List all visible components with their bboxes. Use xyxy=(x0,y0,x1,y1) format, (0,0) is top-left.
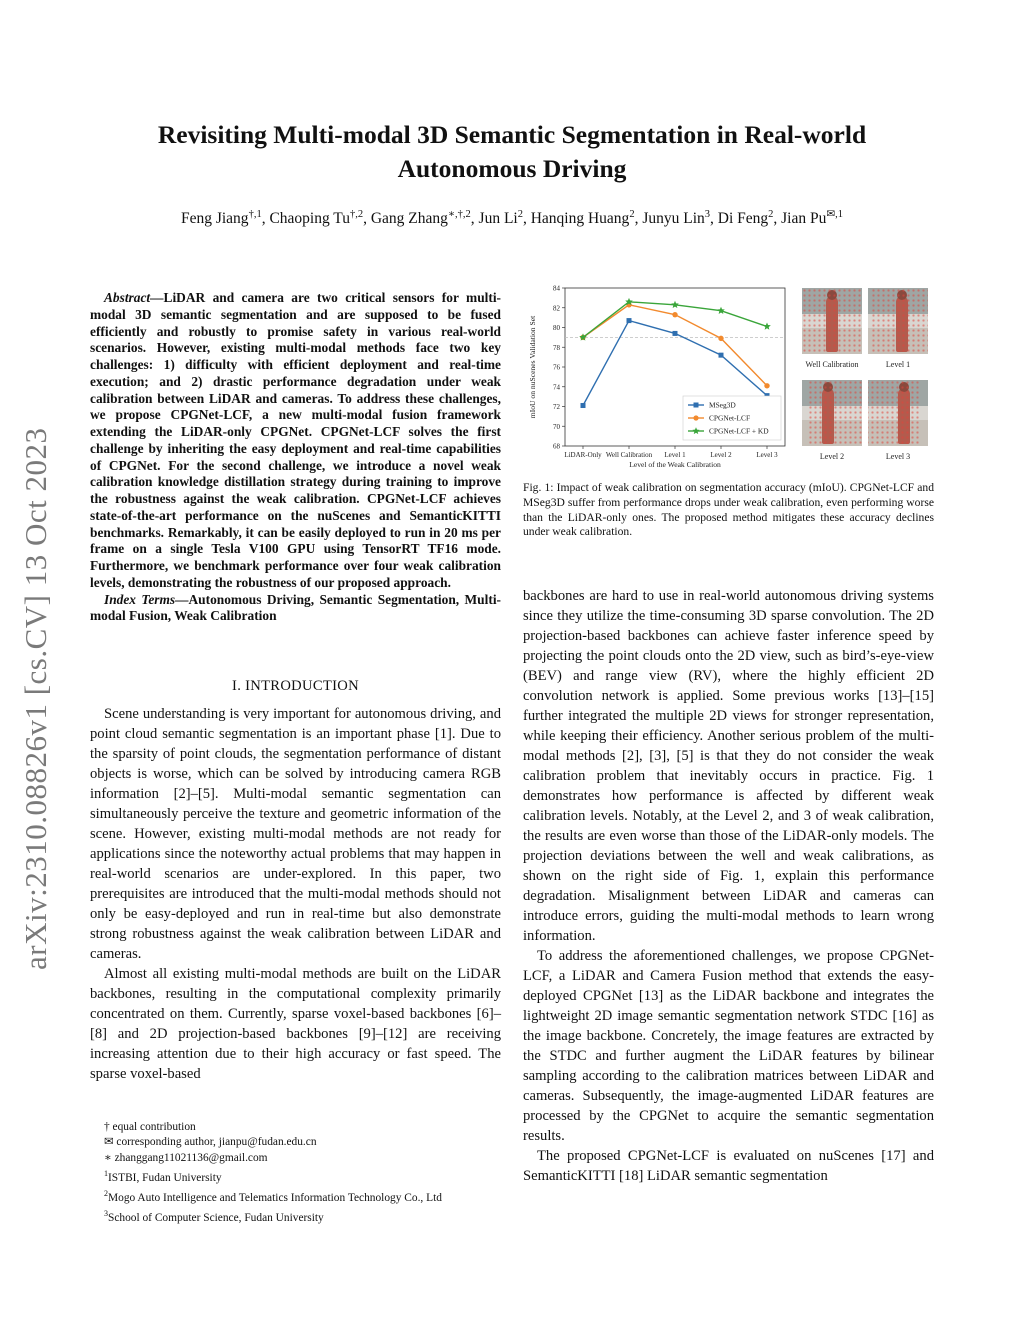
x-tick-label: Level 3 xyxy=(756,451,778,459)
index-terms-label: Index Terms— xyxy=(104,591,189,607)
x-tick-label: Well Calibration xyxy=(605,451,653,459)
data-point-square xyxy=(627,318,632,323)
abstract-label: Abstract— xyxy=(104,290,164,305)
author-affiliation-mark: ∗,†,2 xyxy=(447,209,471,220)
thumbnail-level-1 xyxy=(868,288,928,354)
data-point-square xyxy=(673,331,678,336)
footnote-item: $^2$Mogo Auto Intelligence and Telematics Information Technology Co., Ltd xyxy=(104,1188,442,1204)
author-name: Jun Li$^2$ xyxy=(478,209,523,228)
paper-title-line-2: Autonomous Driving xyxy=(397,154,627,183)
data-point-circle xyxy=(672,312,677,317)
right-paragraph-2: To address the aforementioned challenges, we propose CPGNet-LCF, a LiDAR and Camera Fusion method that extends the easy-deployed CPGNet [13] as the LiDAR backbone and integrates the lightweight 2D image semantic segmentation network STDC [16] as the image backbone. Concretely, the image features are extracted by the STDC and further augment the LiDAR features by bilinear sampling according to the calibration matrices between LiDAR and cameras. Subsequently, the image-augmented LiDAR features are processed by the CPGNet to acquire the semantic segmentation results. xyxy=(523,948,934,1144)
y-tick-label: 70 xyxy=(553,422,560,431)
author-name: Feng Jiang$^{\dagger,1}$ xyxy=(180,209,262,228)
author-affiliation-mark: ✉,1 xyxy=(826,209,844,220)
x-axis-label: Level of the Weak Calibration xyxy=(629,460,721,469)
thumbnail-label: Level 1 xyxy=(885,360,911,369)
right-column-body xyxy=(523,586,934,1186)
author-name: Chaoping $Tu^{\dagger,2}$ xyxy=(269,209,364,228)
legend-entry: CPGNet-LCF + KD xyxy=(709,426,769,436)
abstract-block xyxy=(90,290,501,625)
index-terms-text: Autonomous Driving, Semantic Segmentation, Multi-modal Fusion, Weak Calibration xyxy=(90,591,501,624)
data-point-square xyxy=(581,403,586,408)
x-tick-label: LiDAR-Only xyxy=(564,451,602,459)
figure-1-thumbnails xyxy=(800,288,934,468)
data-point-circle xyxy=(764,383,769,388)
paper-title xyxy=(90,118,934,186)
author-name: Jian $Pu^{✉,1}$ xyxy=(781,209,844,228)
x-tick-label: Level 2 xyxy=(710,451,732,459)
y-tick-label: 74 xyxy=(553,383,560,392)
x-tick-label: Level 1 xyxy=(664,451,686,459)
figure-1-caption: Fig. 1: Impact of weak calibration on segmentation accuracy (mIoU). CPGNet-LCF and MSeg3D suffer from performance drops under weak calibration, even performing worse than the LiDAR-only ones. The proposed method mitigates these accuracy declines under weak calibration. xyxy=(523,481,934,539)
author-name: Di Feng$^2$ xyxy=(717,209,774,228)
author-affiliation-mark: 2 xyxy=(768,209,774,220)
thumbnail-label: Level 2 xyxy=(819,452,845,461)
footnote-item: $^1$ISTBI, Fudan University xyxy=(104,1168,222,1184)
legend-entry: MSeg3D xyxy=(709,400,736,410)
thumbnail-well-calibration xyxy=(802,288,862,354)
legend-marker-circle xyxy=(693,415,698,420)
thumbnail-label: Well Calibration xyxy=(805,360,859,369)
left-column-body xyxy=(90,704,501,1084)
footnotes xyxy=(90,1120,501,1226)
data-point-square xyxy=(719,353,724,358)
abstract-text: LiDAR and camera are two critical sensors for multi-modal 3D semantic segmentation and are supposed to be fused efficiently and robustly to promise safety in various real-world scenarios. However, existing multi-modal methods face two key challenges: 1) difficulty with efficient deployment and real-time execution; and 2) drastic performance degradation under weak calibration between LiDAR and cameras. To address these challenges, we propose CPGNet-LCF, a new multi-modal fusion framework extending the LiDAR-only CPGNet. CPGNet-LCF solves the first challenge by inheriting the easy deployment and real-time capabilities of CPGNet. For the second challenge, we introduce a novel weak calibration knowledge distillation strategy during training to improve the robustness against the weak calibration. CPGNet-LCF achieves state-of-the-art performance on the nuScenes and SemanticKITTI benchmarks. Remarkably, it can be easily deployed to run in 20 ms per frame on a single Tesla V100 GPU using TensorRT TF16 mode. Furthermore, we benchmark performance over four weak calibration levels, demonstrating the robustness of our proposed approach. xyxy=(90,290,501,590)
y-tick-label: 68 xyxy=(553,442,560,451)
y-tick-label: 84 xyxy=(553,284,560,293)
y-tick-label: 72 xyxy=(553,403,560,411)
footnote-item: † equal contribution xyxy=(104,1121,196,1133)
author-affiliation-mark: †,2 xyxy=(349,209,364,220)
author-affiliation-mark: 2 xyxy=(629,209,635,220)
footnote-item: $^3$School of Computer Science, Fudan University xyxy=(104,1209,324,1224)
right-paragraph-1: backbones are hard to use in real-world autonomous driving systems since they utilize the time-consuming 3D sparse convolution. The 2D projection-based backbones can achieve faster inference speed by projecting the point clouds onto the 2D view, such as bird’s-eye-view (BEV) and range view (RV), where the highly efficient 2D convolution network is applied. Some previous works [13]–[15] further integrated the multiple 2D views for stronger representation, while keeping their efficiency. Another serious problem of the multi-modal methods [2], [3], [5] is that they do not consider the weak calibration problem that inevitably occurs in practice. Fig. 1 demonstrates how performance is affected by different weak calibration levels. Notably, at the Level 2, and 3 of weak calibration, the results are even worse than those of the LiDAR-only models. The projection deviations between the well and weak calibrations, as shown on the right side of Fig. 1, explain this performance degradation. Misalignment between LiDAR and cameras can introduce errors, guiding the multi-modal methods to learn wrong information. xyxy=(523,588,934,944)
thumbnail-level-3 xyxy=(868,380,928,446)
author-affiliation-mark: 2 xyxy=(517,209,523,220)
thumbnail-level-2 xyxy=(802,380,862,446)
author-affiliation-mark: 3 xyxy=(704,209,710,220)
author-name: Gang Zhang$^{∗,\dagger,2}$ xyxy=(370,209,471,228)
thumbnail-label: Level 3 xyxy=(885,452,911,461)
y-tick-label: 80 xyxy=(553,324,560,332)
legend-entry: CPGNet-LCF xyxy=(709,413,751,423)
y-axis-label: mIoU on nuScenes Validation Set xyxy=(528,315,537,419)
left-paragraph-1: Scene understanding is very important for autonomous driving, and point cloud semantic segmentation is an important phase [1]. Due to the sparsity of point clouds, the segmentation performance of distant objects is worse, which can be solved by introducing camera RGB information [2]–[5]. Multi-modal semantic segmentation can simultaneously perceive the texture and geometric information of the scene. However, existing multi-modal methods are not ready for applications since the noteworthy actual problems that may happen in real-world scenarios are under-explored. In this paper, two prerequisites are introduced that the multi-modal methods should not only be easy-deployed and run in real-time but also demonstrate strong robustness against the weak calibration between LiDAR and cameras. xyxy=(90,706,501,962)
paper-title-line-1: Revisiting Multi-modal 3D Semantic Segmentation in Real-world xyxy=(157,120,867,149)
right-paragraph-3: The proposed CPGNet-LCF is evaluated on nuScenes [17] and SemanticKITTI [18] LiDAR semantic segmentation xyxy=(523,1148,934,1184)
legend-marker-square xyxy=(694,403,699,408)
left-paragraph-2: Almost all existing multi-modal methods are built on the LiDAR backbones, resulting in the computational complexity primarily concentrated on them. Currently, sparse voxel-based backbones [6]–[8] and 2D projection-based backbones [9]–[12] are receiving increasing attention due to their high accuracy or fast speed. The sparse voxel-based xyxy=(90,966,501,1082)
author-list: Feng Jiang$^{\dagger,1}$, Chaoping $Tu^{\dagger,2}$, Gang Zhang$^{∗,\dagger,2}$, Jun Li$^2$, Hanqing Huang$^2$, Junyu Lin$^3$, Di Feng$^2$, Jian $Pu^{✉,1}$ xyxy=(180,209,844,228)
author-affiliation-mark: †,1 xyxy=(248,209,262,220)
footnote-item: ✉ corresponding author, jianpu@fudan.edu.cn xyxy=(104,1136,317,1149)
author-name: Hanqing Huang$^2$ xyxy=(530,209,635,228)
author-name: Junyu Lin$^3$ xyxy=(642,209,710,228)
figure-1-line-chart xyxy=(523,282,798,472)
y-tick-label: 82 xyxy=(553,304,560,313)
footnote-item: ∗ zhanggang11021136@gmail.com xyxy=(104,1151,268,1164)
y-tick-label: 78 xyxy=(553,343,560,352)
data-point-circle xyxy=(718,336,723,341)
arxiv-identifier-stamp: arXiv:2310.08826v1 [cs.CV] 13 Oct 2023 xyxy=(18,427,53,970)
section-heading-introduction: I. INTRODUCTION xyxy=(232,678,359,694)
y-tick-label: 76 xyxy=(553,363,560,372)
